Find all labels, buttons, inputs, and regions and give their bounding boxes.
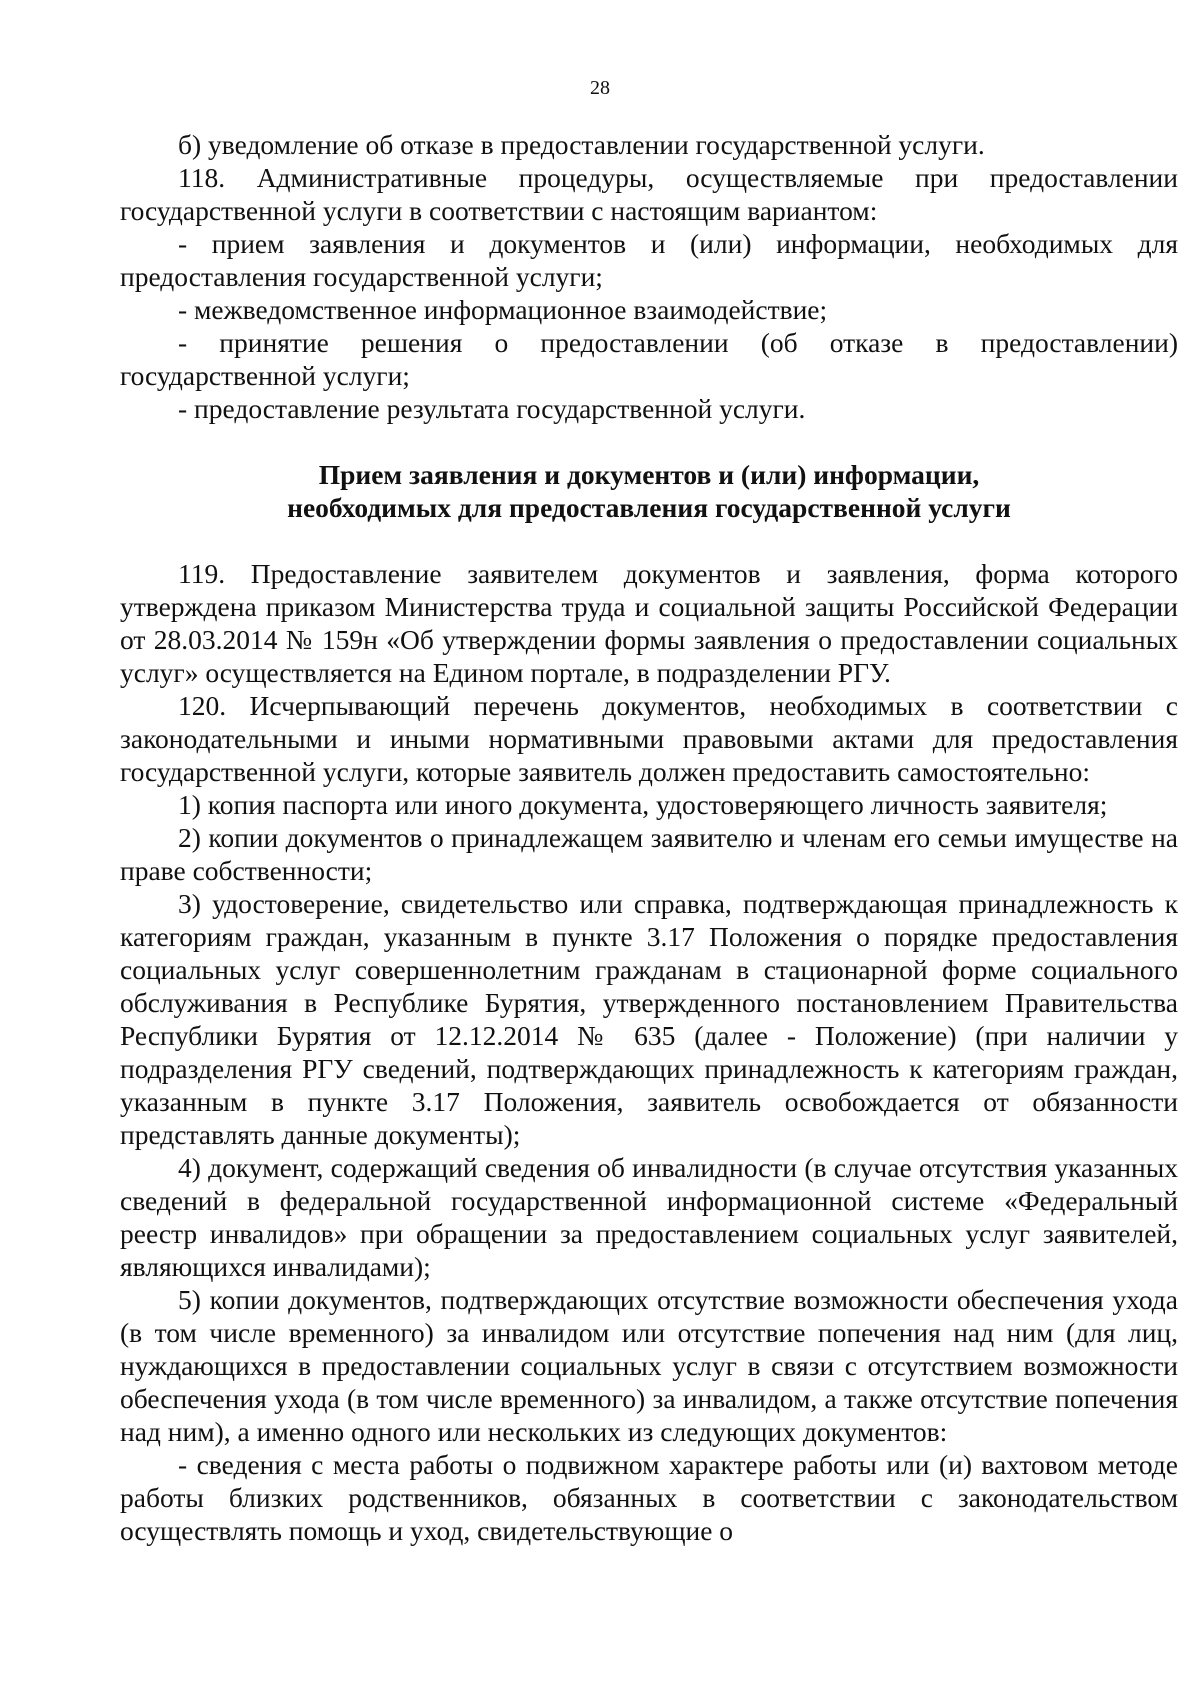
list-item-5-care: 5) копии документов, подтверждающих отсутствие возможности обеспечения ухода (в том числе временного) за инвалидом или отсутствие попечения над ним (для лиц, нуждающихся в предоставлении социальных услуг в связи с отсутствием возможности обеспечения ухода (в том числе временного) за инвалидом, а также отсутствие попечения над ним), а именно одного или нескольких из следующих документов: (120, 1284, 1178, 1447)
list-item-workplace-info: - сведения с места работы о подвижном характере работы или (и) вахтовом методе работы близких родственников, обязанных в соответствии с законодательством осуществлять помощь и уход, свидетельствующие о (120, 1449, 1178, 1546)
section-heading (120, 458, 1178, 524)
paragraph-120: 120. Исчерпывающий перечень документов, необходимых в соответствии с законодательными и иными нормативными правовыми актами для предоставления государственной услуги, которые заявитель должен предоставить самостоятельно: (120, 690, 1178, 787)
list-item-decision: - принятие решения о предоставлении (об отказе в предоставлении) государственной услуги; (120, 327, 1178, 391)
list-item-reception: - прием заявления и документов и (или) информации, необходимых для предоставления государственной услуги; (120, 228, 1178, 292)
page-number: 28 (590, 77, 610, 99)
document-body (120, 128, 1178, 1547)
paragraph-notice-refusal: б) уведомление об отказе в предоставлении государственной услуги. (178, 129, 985, 160)
list-item-2-property: 2) копии документов о принадлежащем заявителю и членам его семьи имуществе на праве собственности; (120, 822, 1178, 886)
paragraph-118: 118. Административные процедуры, осуществляемые при предоставлении государственной услуги в соответствии с настоящим вариантом: (120, 162, 1178, 226)
paragraph-119: 119. Предоставление заявителем документов и заявления, форма которого утверждена приказом Министерства труда и социальной защиты Российской Федерации от 28.03.2014 № 159н «Об утверждении формы заявления о предоставлении социальных услуг» осуществляется на Едином портале, в подразделении РГУ. (120, 558, 1178, 688)
section-heading-line-1: Прием заявления и документов и (или) информации, (318, 459, 980, 490)
list-item-interdepartmental: - межведомственное информационное взаимодействие; (178, 294, 828, 325)
list-item-4-disability: 4) документ, содержащий сведения об инвалидности (в случае отсутствия указанных сведений в федеральной государственной информационной системе «Федеральный реестр инвалидов» при обращении за предоставлением социальных услуг заявителей, являющихся инвалидами); (120, 1152, 1178, 1282)
list-item-result: - предоставление результата государственной услуги. (178, 393, 806, 424)
list-item-3-certificate: 3) удостоверение, свидетельство или справка, подтверждающая принадлежность к категориям граждан, указанным в пункте 3.17 Положения о порядке предоставления социальных услуг совершеннолетним гражданам в стационарной форме социального обслуживания в Республике Бурятия, утвержденного постановлением Правительства Республики Бурятия от 12.12.2014 № 635 (далее - Положение) (при наличии у подразделения РГУ сведений, подтверждающих принадлежность к категориям граждан, указанным в пункте 3.17 Положения, заявитель освобождается от обязанности представлять данные документы); (120, 888, 1178, 1150)
list-item-1-passport: 1) копия паспорта или иного документа, удостоверяющего личность заявителя; (178, 789, 1108, 820)
section-heading-line-2: необходимых для предоставления государственной услуги (287, 492, 1011, 523)
